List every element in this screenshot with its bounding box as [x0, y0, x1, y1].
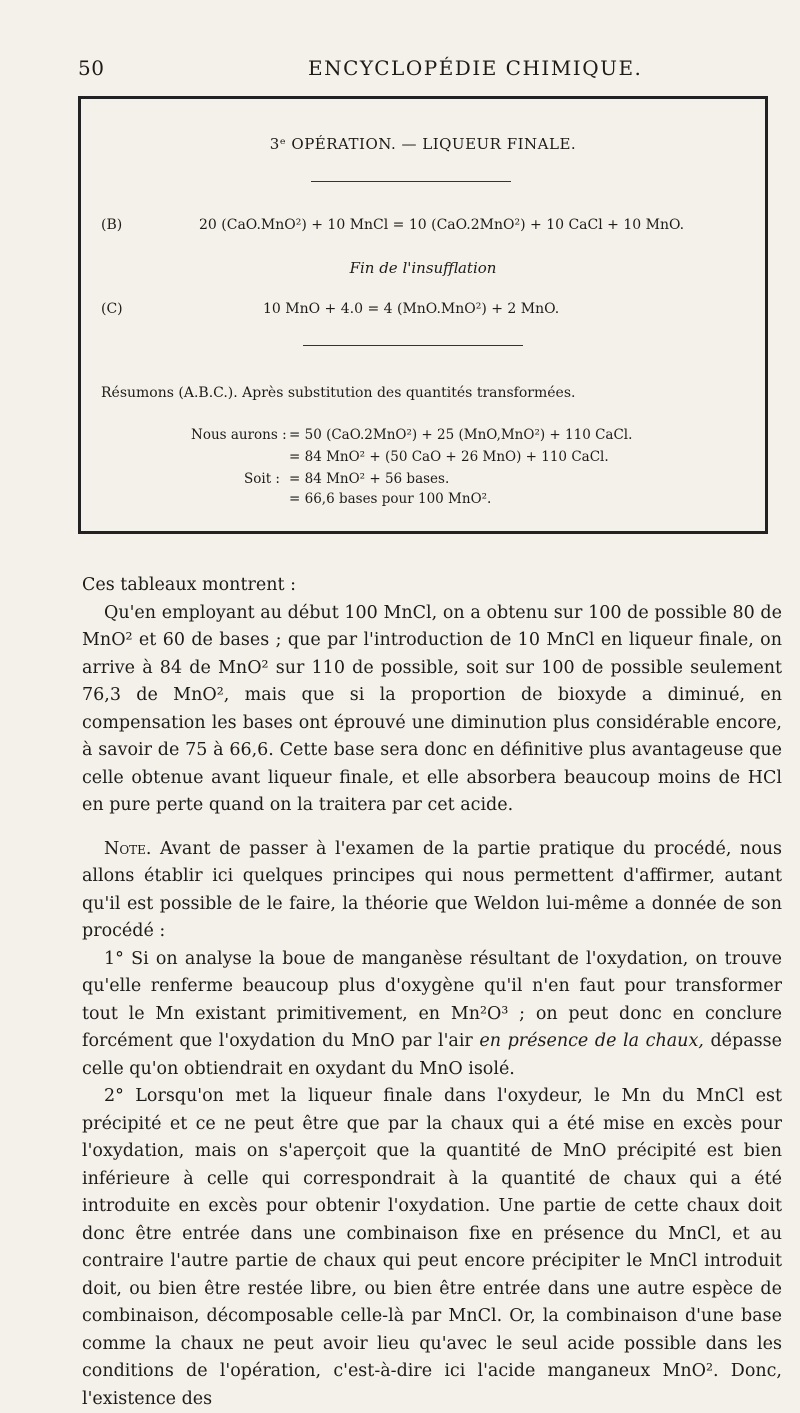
divider	[303, 345, 523, 346]
summary-line-4: = 66,6 bases pour 100 MnO².	[289, 491, 492, 507]
summary-line-1: = 50 (CaO.2MnO²) + 25 (MnO,MnO²) + 110 CaCl.	[289, 427, 633, 443]
note-paragraph	[82, 836, 782, 946]
nous-aurons-label: Nous aurons :	[191, 427, 287, 443]
operation-title: 3ᵉ OPÉRATION. — LIQUEUR FINALE.	[269, 135, 577, 153]
note-text: Avant de passer à l'examen de la partie pratique du procédé, nous allons établir ici quelques principes qui nous permettent d'affirmer, autant qu'il est possible de le faire, la théorie que Weldon lui-même a donnée de son procédé :	[82, 838, 782, 941]
paragraph	[82, 946, 782, 1084]
paragraph: 2° Lorsqu'on met la liqueur finale dans l'oxydeur, le Mn du MnCl est précipité et ce ne peut être que par la chaux qui a été mise en excès pour l'oxydation, mais on s'aperçoit que la quantité de MnO précipité est bien inférieure à celle qui correspondrait à la quantité de chaux qui a été introduite en excès pour obtenir l'oxydation. Une partie de cette chaux doit donc être entrée dans une combinaison fixe en présence du MnCl, et au contraire l'autre partie de chaux qui peut encore précipiter le MnCl introduit doit, ou bien être restée libre, ou bien être entrée dans une autre espèce de combinaison, décomposable celle-là par MnCl. Or, la combinaison d'une base comme la chaux ne peut avoir lieu qu'avec le seul acide possible dans les conditions de l'opération, c'est-à-dire ici l'acide manganeux MnO². Donc, l'existence des	[82, 1086, 782, 1409]
summary-line-2: = 84 MnO² + (50 CaO + 26 MnO) + 110 CaCl.	[289, 449, 609, 465]
paragraph: Qu'en employant au début 100 MnCl, on a obtenu sur 100 de possible 80 de MnO² et 60 de bases ; que par l'introduction de 10 MnCl en liqueur finale, on arrive à 84 de MnO² sur 110 de possible, soit sur 100 de possible seulement 76,3 de MnO², mais que si la proportion de bioxyde a diminué, en compensation les bases ont éprouvé une diminution plus considérable encore, à savoir de 75 à 66,6. Cette base sera donc en définitive plus avantageuse que celle obtenue avant liqueur finale, et elle absorbera beaucoup moins de HCl en pure perte quand on la traitera par cet acide.	[82, 602, 782, 815]
equation-b-label: (B)	[101, 217, 123, 233]
page-number: 50	[78, 56, 105, 80]
note-label: Note.	[104, 838, 152, 859]
running-head: ENCYCLOPÉDIE CHIMIQUE.	[308, 56, 643, 80]
paragraph-text: 1° Si on analyse la boue de manganèse résultant de l'oxydation, on trouve qu'elle renferme beaucoup plus d'oxygène qu'il n'en faut pour transformer tout le Mn existant primitivement, en Mn²O³ ; on peut donc en conclure forcément que l'oxydation du MnO par l'air	[82, 948, 782, 1051]
page-header	[78, 56, 780, 84]
emphasis-text: en présence de la chaux,	[479, 1031, 704, 1051]
soit-label: Soit :	[244, 471, 280, 487]
fin-insufflation-heading: Fin de l'insufflation	[349, 259, 497, 277]
equation-c: 10 MnO + 4.0 = 4 (MnO.MnO²) + 2 MnO.	[263, 301, 560, 317]
divider	[311, 181, 511, 182]
summary-line-3: = 84 MnO² + 56 bases.	[289, 471, 450, 487]
body-text	[82, 572, 782, 1413]
resume-line: Résumons (A.B.C.). Après substitution des quantités transformées.	[101, 385, 576, 401]
paragraph: Ces tableaux montrent :	[82, 575, 296, 595]
paragraph-text: dépasse celle qu'on obtiendrait en oxydant du MnO isolé.	[82, 1031, 782, 1079]
equation-c-label: (C)	[101, 301, 123, 317]
equation-b: 20 (CaO.MnO²) + 10 MnCl = 10 (CaO.2MnO²) + 10 CaCl + 10 MnO.	[199, 217, 685, 233]
operation-table-box	[78, 96, 768, 534]
